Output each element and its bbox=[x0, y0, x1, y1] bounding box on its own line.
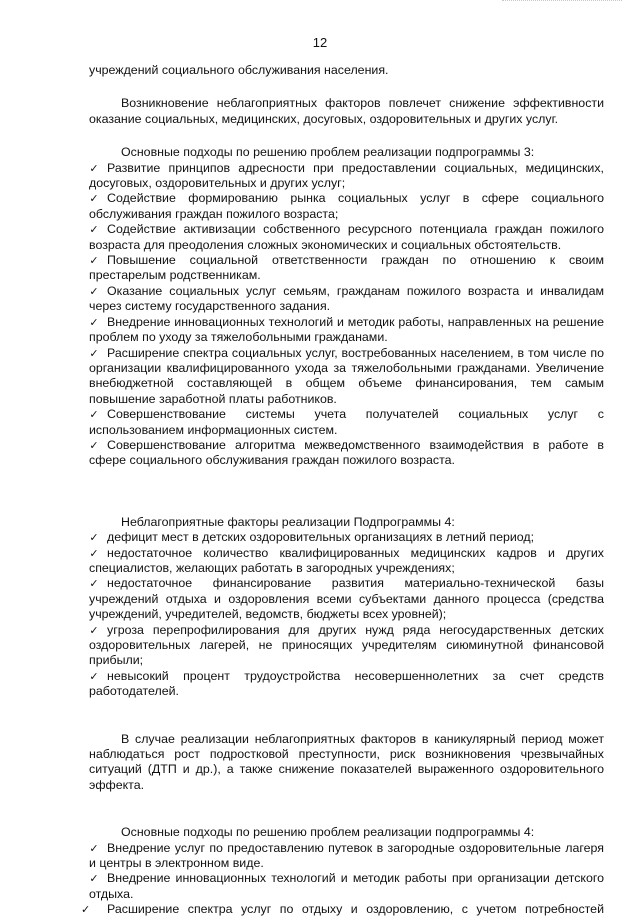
checkmark-icon: ✓ bbox=[89, 841, 99, 855]
checkmark-icon: ✓ bbox=[81, 903, 91, 917]
checkmark-icon: ✓ bbox=[89, 438, 99, 452]
checkmark-icon: ✓ bbox=[89, 223, 99, 237]
list-item: ✓ Содействие активизации собственного ресурсного потенциала граждан пожилого возраста для преодоления сложных экономических и социальных обстоятельств. bbox=[89, 222, 604, 253]
checkmark-icon: ✓ bbox=[89, 346, 99, 360]
paragraph-risk-3: Возникновение неблагоприятных факторов повлечет снижение эффективности оказание социальных, медицинских, досуговых, оздоровительных и других услуг. bbox=[89, 96, 604, 126]
checkmark-icon: ✓ bbox=[89, 284, 99, 298]
list-item: ✓ невысокий процент трудоустройства несовершеннолетних за счет средств работодателей. bbox=[89, 669, 604, 700]
paragraph-top: учреждений социального обслуживания населения. bbox=[89, 63, 389, 77]
list-item: ✓ Внедрение услуг по предоставлению путевок в загородные оздоровительные лагеря и центры в электронном виде. bbox=[89, 841, 604, 872]
list-item: ✓ Расширение спектра социальных услуг, востребованных населением, в том числе по организации квалифицированного ухода за тяжелобольными гражданами. Увеличение внебюджетной составляющей в общем объеме финансирования, тем самым повышение заработной платы работников. bbox=[89, 346, 604, 408]
approaches-4-list bbox=[81, 840, 604, 918]
list-item: ✓ Оказание социальных услуг семьям, гражданам пожилого возраста и инвалидам через систему государственного задания. bbox=[89, 284, 604, 315]
checkmark-icon: ✓ bbox=[89, 192, 99, 206]
list-item: ✓ Расширение спектра услуг по отдыху и оздоровлению, с учетом потребностей bbox=[81, 902, 604, 917]
checkmark-icon: ✓ bbox=[89, 161, 99, 175]
checkmark-icon: ✓ bbox=[89, 254, 99, 268]
list-item: ✓ угроза перепрофилирования для других нужд ряда негосударственных детских оздоровительных лагерей, не приносящих учредителям сиюминутной финансовой прибыли; bbox=[89, 623, 604, 669]
checkmark-icon: ✓ bbox=[89, 531, 99, 545]
scan-corner-mark bbox=[502, 0, 622, 7]
list-item: ✓ дефицит мест в детских оздоровительных организациях в летний период; bbox=[89, 530, 604, 545]
approaches-3-intro: Основные подходы по решению проблем реализации подпрограммы 3: bbox=[121, 145, 535, 160]
list-item: ✓ Внедрение инновационных технологий и методик работы при организации детского отдыха. bbox=[89, 871, 604, 902]
checkmark-icon: ✓ bbox=[89, 546, 99, 560]
risks-4-intro: Неблагоприятные факторы реализации Подпрограммы 4: bbox=[121, 514, 455, 529]
checkmark-icon: ✓ bbox=[89, 408, 99, 422]
list-item: ✓ недостаточное количество квалифицированных медицинских кадров и других специалистов, желающих работать в загородных учреждениях; bbox=[89, 546, 604, 577]
list-item: ✓ недостаточное финансирование развития материально-технической базы учреждений отдыха и оздоровления всеми субъектами данного процесса (средства учреждений, учредителей, ведомств, бюджеты всех уровней); bbox=[89, 576, 604, 622]
list-item: ✓ Повышение социальной ответственности граждан по отношению к своим престарелым родственникам. bbox=[89, 253, 604, 284]
checkmark-icon: ✓ bbox=[89, 872, 99, 886]
checkmark-icon: ✓ bbox=[89, 315, 99, 329]
paragraph-risk-4: В случае реализации неблагоприятных факторов в каникулярный период может наблюдаться рост подростковой преступности, риск возникновения чрезвычайных ситуаций (ДТП и др.), а также снижение показателей выраженного оздоровительного эффекта. bbox=[89, 731, 604, 792]
approaches-3-list bbox=[89, 161, 604, 469]
checkmark-icon: ✓ bbox=[89, 577, 99, 591]
risks-4-list bbox=[89, 530, 604, 699]
list-item: ✓ Развитие принципов адресности при предоставлении социальных, медицинских, досуговых, оздоровительных и других услуг; bbox=[89, 161, 604, 192]
checkmark-icon: ✓ bbox=[89, 669, 99, 683]
page-number: 12 bbox=[312, 35, 328, 50]
list-item: ✓ Совершенствование алгоритма межведомственного взаимодействия в работе в сфере социального обслуживания граждан пожилого возраста. bbox=[89, 438, 604, 469]
list-item: ✓ Содействие формированию рынка социальных услуг в сфере социального обслуживания граждан пожилого возраста; bbox=[89, 191, 604, 222]
approaches-4-intro: Основные подходы по решению проблем реализации подпрограммы 4: bbox=[121, 825, 535, 840]
list-item: ✓ Внедрение инновационных технологий и методик работы, направленных на решение проблем по уходу за тяжелобольными гражданами. bbox=[89, 315, 604, 346]
list-item: ✓ Совершенствование системы учета получателей социальных услуг с использованием информационных систем. bbox=[89, 407, 604, 438]
checkmark-icon: ✓ bbox=[89, 623, 99, 637]
document-body bbox=[81, 63, 604, 918]
